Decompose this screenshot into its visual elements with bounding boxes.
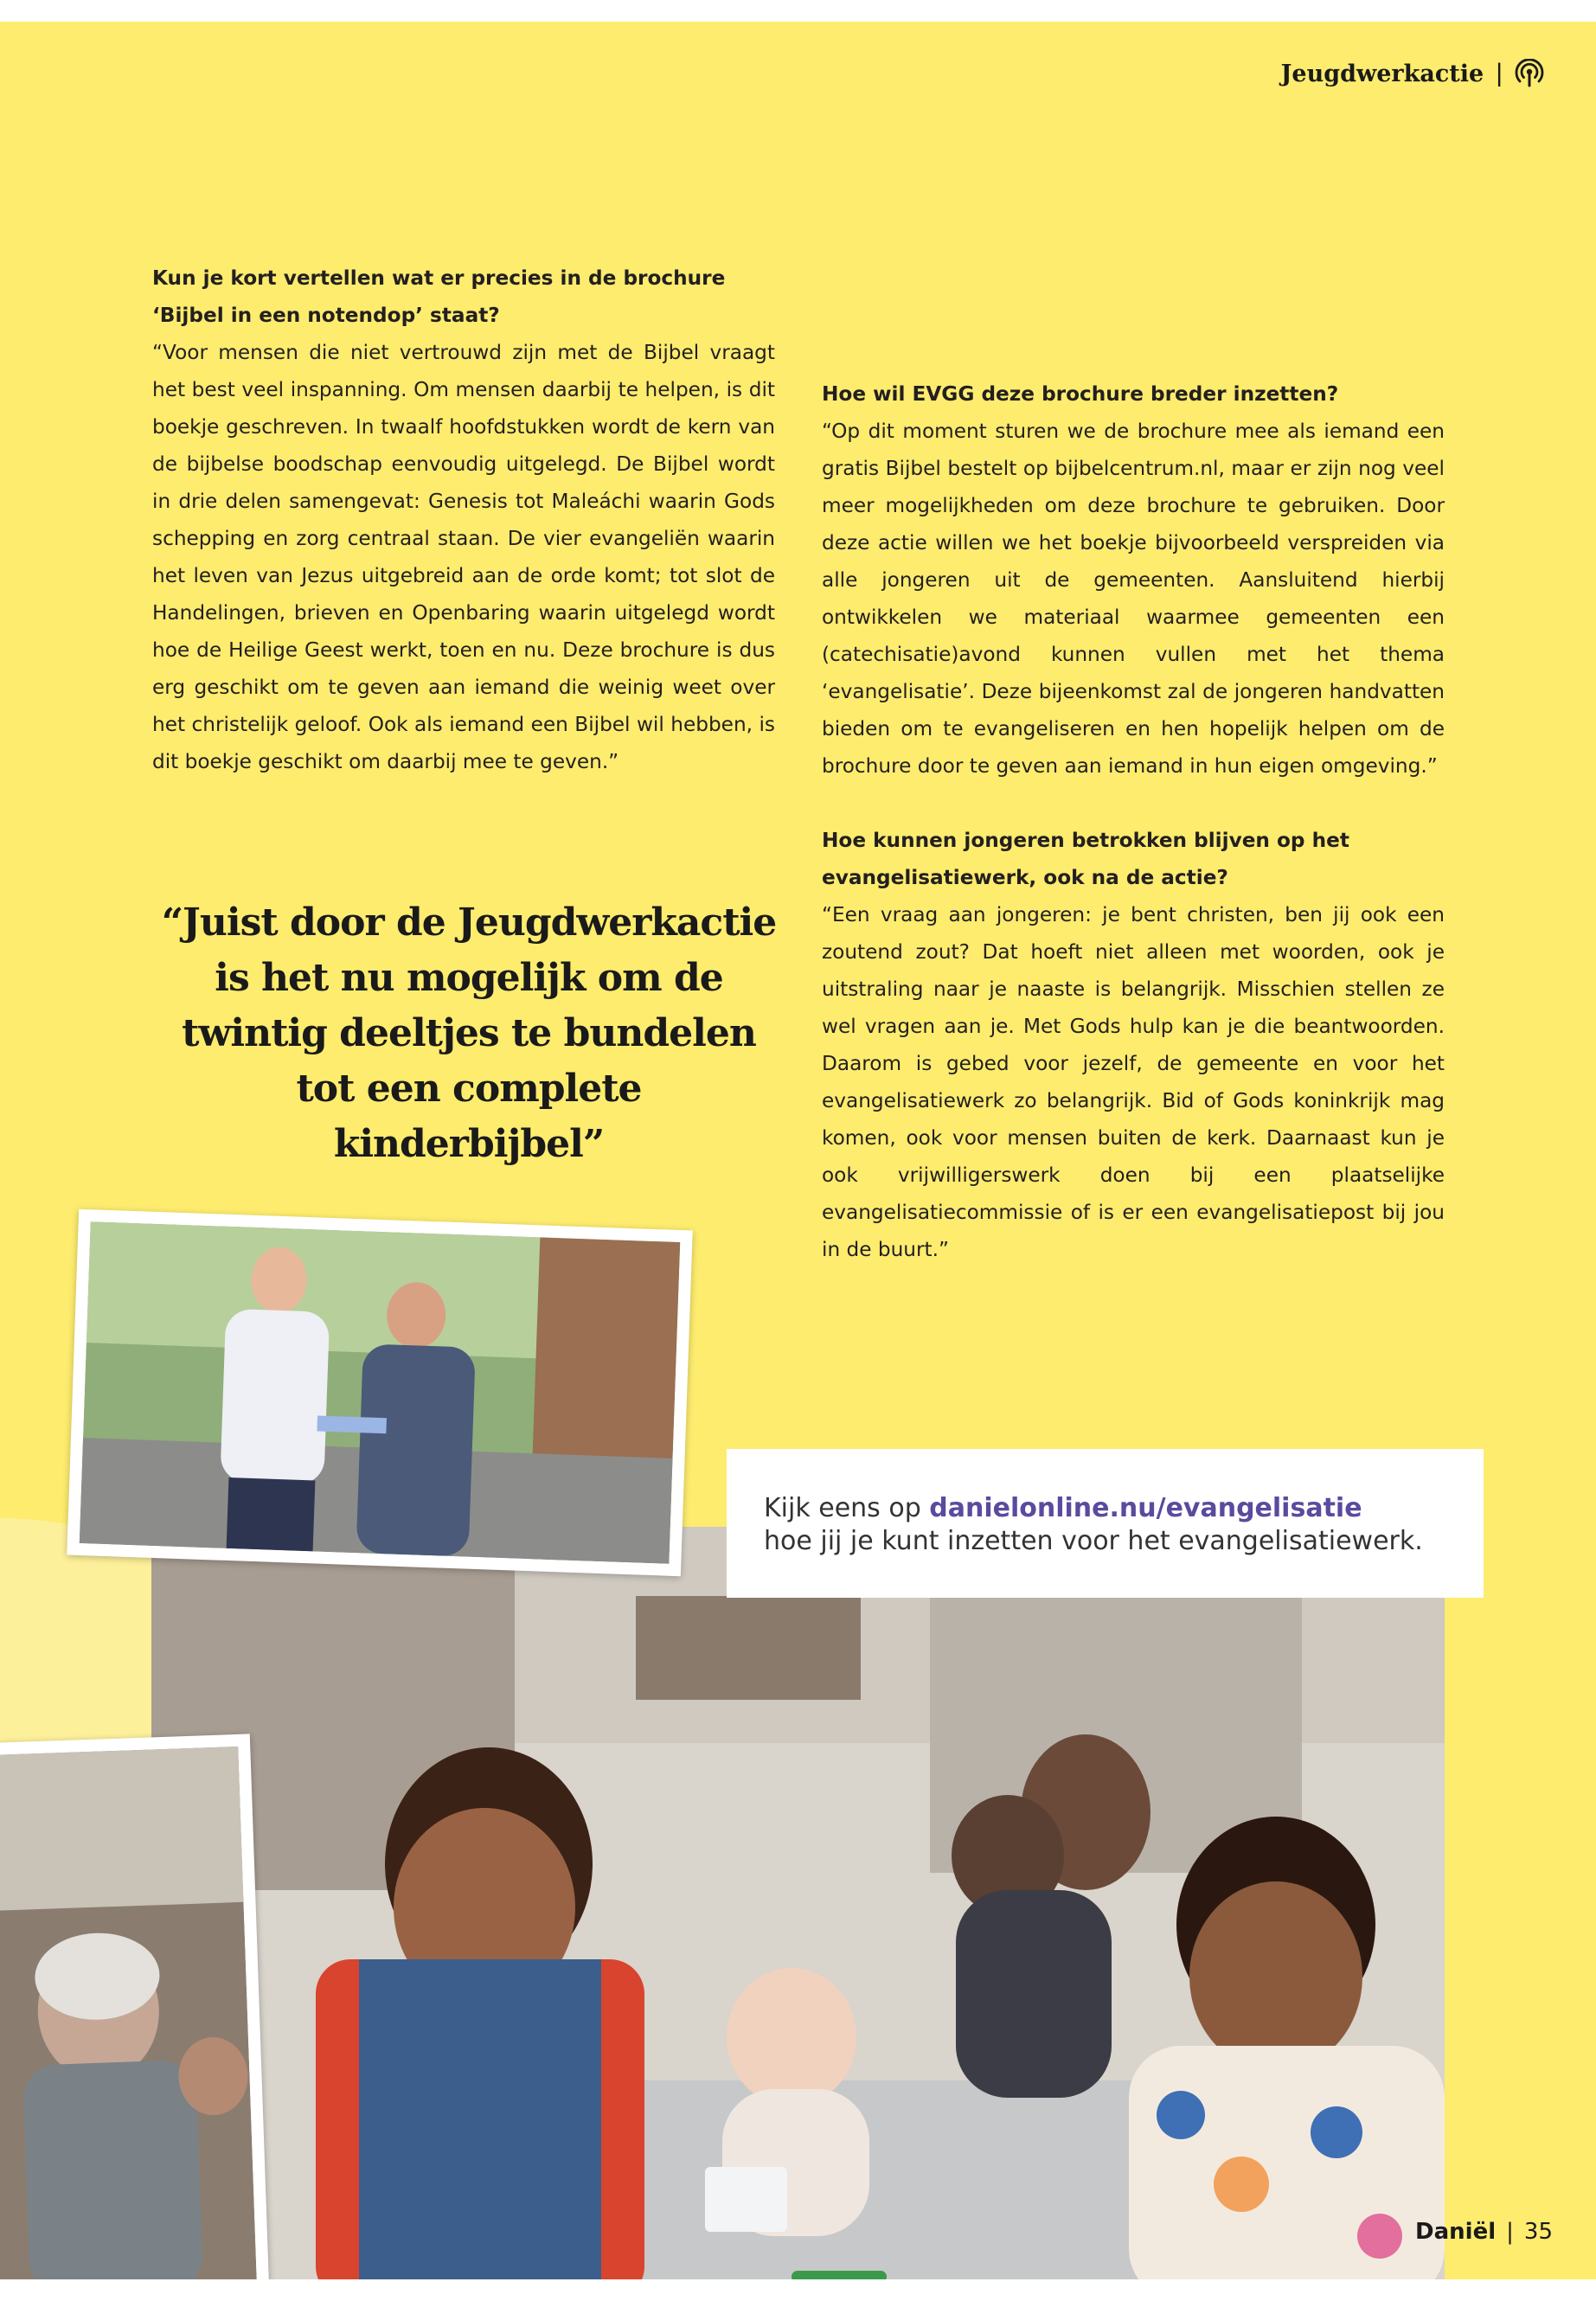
section-title: Jeugdwerkactie — [1280, 60, 1484, 87]
magazine-page — [0, 22, 1596, 2279]
photo-elderly-group — [0, 1734, 269, 2279]
evangelisatie-link[interactable]: danielonline.nu/evangelisatie — [929, 1493, 1362, 1523]
page-number: 35 — [1523, 2219, 1553, 2245]
callout-line-2: hoe jij je kunt inzetten voor het evangelisatiewerk. — [764, 1526, 1423, 1556]
question-brochure-content: Kun je kort vertellen wat er precies in de brochure ‘Bijbel in een notendop’ staat? — [152, 266, 726, 327]
callout-line-1 — [764, 1492, 1449, 1525]
page-footer — [1415, 2219, 1553, 2245]
right-column — [822, 375, 1445, 1268]
question-broader-use: Hoe wil EVGG deze brochure breder inzetten? — [822, 382, 1339, 406]
callout-prefix: Kijk eens op — [764, 1493, 930, 1523]
question-stay-involved: Hoe kunnen jongeren betrokken blijven op het evangelisatiewerk, ook na de actie? — [822, 829, 1349, 889]
left-column — [152, 260, 775, 780]
callout-box — [727, 1449, 1484, 1598]
header-separator: | — [1496, 59, 1503, 87]
answer-brochure-content: “Voor mensen die niet vertrouwd zijn met de Bijbel vraagt het best veel inspanning. Om mensen daarbij te helpen, is dit boekje geschreven. In twaalf hoofdstukken wordt de kern van de bijbelse boodschap eenvoudig uitgelegd. De Bijbel wordt in drie delen samengevat: Genesis tot Maleáchi waarin Gods schepping en zorg centraal staan. De vier evangeliën waarin het leven van Jezus uitgebreid aan de orde komt; tot slot de Handelingen, brieven en Openbaring waarin uitgelegd wordt hoe de Heilige Geest werkt, toen en nu. Deze brochure is dus erg geschikt om te geven aan iemand die weinig weet over het christelijk geloof. Ook als iemand een Bijbel wil hebben, is dit boekje geschikt om daarbij mee te geven.” — [152, 341, 775, 773]
answer-broader-use: “Op dit moment sturen we de brochure mee als iemand een gratis Bijbel bestelt op bijbelcentrum.nl, maar er zijn nog veel meer mogelijkheden om deze brochure te gebruiken. Door deze actie willen we het boekje bijvoorbeeld verspreiden via alle jongeren uit de gemeenten. Aansluitend hierbij ontwikkelen we materiaal waarmee gemeenten een (catechisatie)avond kunnen vullen met het thema ‘evangelisatie’. Deze bijeenkomst zal de jongeren handvatten bieden om te evangeliseren en hen hopelijk helpen om de brochure door te geven aan iemand in hun eigen omgeving.” — [822, 420, 1445, 778]
magazine-name: Daniël — [1415, 2219, 1497, 2245]
broadcast-icon — [1515, 59, 1544, 88]
footer-separator: | — [1506, 2219, 1514, 2245]
section-header — [1281, 59, 1544, 88]
answer-stay-involved: “Een vraag aan jongeren: je bent christen, ben jij ook een zoutend zout? Dat hoeft niet alleen met woorden, ook je uitstraling naar je naaste is belangrijk. Misschien stellen ze wel vragen aan je. Met Gods hulp kan je die beantwoorden. Daarom is gebed voor jezelf, de gemeente en voor het evangelisatiewerk zo belangrijk. Bid of Gods koninkrijk mag komen, ook voor mensen buiten de kerk. Daarnaast kun je ook vrijwilligerswerk doen bij een plaatselijke evangelisatiecommissie of is er een evangelisatiepost bij jou in de buurt.” — [822, 903, 1445, 1261]
pull-quote: “Juist door de Jeugdwerkactie is het nu mogelijk om de twintig deeltjes te bundelen tot een complete kinderbijbel” — [161, 901, 777, 1166]
photo-children-drawing — [151, 1527, 1445, 2279]
photo-brochure-handover — [67, 1209, 693, 1577]
